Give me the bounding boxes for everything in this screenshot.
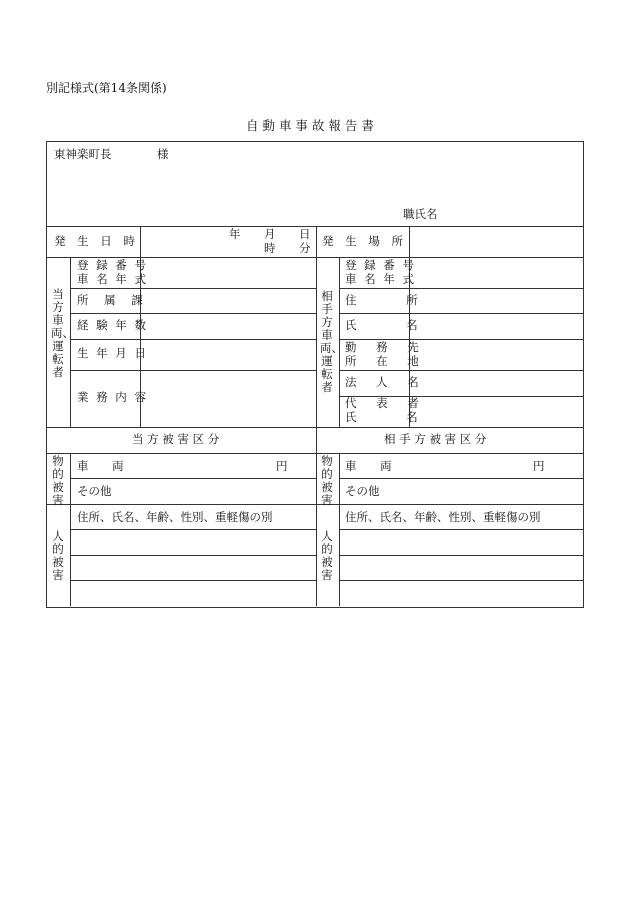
other-personal-row-2[interactable] xyxy=(341,557,581,579)
own-other-damage-label: その他 xyxy=(77,484,112,498)
other-damage-header: 相 手 方 被 害 区 分 xyxy=(384,432,487,446)
occurrence-date-label: 発 生 日 時 xyxy=(54,234,139,248)
other-property-damage-label: 物的被害 xyxy=(321,454,333,507)
own-damage-header: 当 方 被 害 区 分 xyxy=(132,432,220,446)
signature-field[interactable] xyxy=(445,200,575,222)
other-corporation-field[interactable] xyxy=(411,372,581,394)
other-model-year-label: 車 名 年 式 xyxy=(345,272,416,286)
other-reg-no-label: 登 録 番 号 xyxy=(345,258,416,272)
other-corporation-label: 法 人 名 xyxy=(345,375,427,389)
own-vehicle-damage-field[interactable] xyxy=(140,455,270,477)
own-birthdate-field[interactable] xyxy=(142,341,314,368)
signature-label: 職氏名 xyxy=(403,207,438,221)
own-personal-damage-label: 人的被害 xyxy=(52,529,64,582)
other-other-damage-label: その他 xyxy=(345,484,380,498)
own-department-label: 所 属 課 xyxy=(77,293,149,307)
own-personal-columns: 住所、氏名、年齢、性別、重軽傷の別 xyxy=(77,510,273,524)
other-representative-field[interactable] xyxy=(411,398,581,425)
occurrence-place-field[interactable] xyxy=(411,228,581,255)
addressee: 東神楽町長 xyxy=(54,147,112,161)
other-personal-damage-label: 人的被害 xyxy=(321,529,333,582)
other-personal-columns: 住所、氏名、年齢、性別、重軽傷の別 xyxy=(345,510,541,524)
other-vehicle-damage-label: 車 両 xyxy=(345,459,402,473)
other-vehicle-damage-field[interactable] xyxy=(408,455,528,477)
own-reg-no-field[interactable] xyxy=(142,259,314,287)
own-model-year-label: 車 名 年 式 xyxy=(77,272,148,286)
honorific: 様 xyxy=(157,147,169,161)
other-workplace-label: 勤 務 先 xyxy=(345,340,427,354)
occurrence-place-label: 発 生 場 所 xyxy=(322,234,407,248)
other-vehicle-driver-label: 相手方車両、運転者 xyxy=(320,289,343,394)
other-representative-label: 代 表 者 xyxy=(345,396,427,410)
other-name-field[interactable] xyxy=(411,315,581,337)
own-experience-field[interactable] xyxy=(142,315,314,337)
minute-unit: 分 xyxy=(299,241,311,255)
month-unit: 月 xyxy=(264,227,276,241)
form-title: 自 動 車 事 故 報 告 書 xyxy=(246,118,374,133)
other-workplace-field[interactable] xyxy=(411,341,581,368)
other-personal-row-3[interactable] xyxy=(341,582,581,604)
own-duties-field[interactable] xyxy=(142,372,314,425)
hour-unit: 時 xyxy=(264,241,276,255)
own-experience-label: 経 験 年 数 xyxy=(77,318,148,332)
own-reg-no-label: 登 録 番 号 xyxy=(77,258,148,272)
own-personal-row-2[interactable] xyxy=(72,557,314,579)
year-unit: 年 xyxy=(229,227,241,241)
own-personal-row-1[interactable] xyxy=(72,531,314,553)
day-unit: 日 xyxy=(299,227,311,241)
form-header-note: 別記様式(第14条関係) xyxy=(46,81,167,95)
own-birthdate-label: 生 年 月 日 xyxy=(77,346,148,360)
own-vehicle-yen-unit: 円 xyxy=(276,459,288,473)
other-vehicle-yen-unit: 円 xyxy=(533,459,545,473)
own-vehicle-damage-label: 車 両 xyxy=(77,459,134,473)
own-vehicle-driver-label: 当方車両、運転者 xyxy=(51,287,74,379)
other-workplace-location-label: 所 在 地 xyxy=(345,354,427,368)
own-department-field[interactable] xyxy=(142,290,314,312)
own-other-damage-field[interactable] xyxy=(130,480,314,502)
other-address-label: 住 所 xyxy=(345,293,441,307)
own-duties-label: 業 務 内 容 xyxy=(77,390,148,404)
other-other-damage-field[interactable] xyxy=(398,480,581,502)
own-property-damage-label: 物的被害 xyxy=(52,454,64,507)
other-personal-row-1[interactable] xyxy=(341,531,581,553)
other-reg-no-field[interactable] xyxy=(411,259,581,287)
own-personal-row-3[interactable] xyxy=(72,582,314,604)
occurrence-date-field[interactable] xyxy=(142,228,222,255)
other-representative-name-label: 氏 名 xyxy=(345,410,441,424)
other-name-label: 氏 名 xyxy=(345,318,441,332)
other-address-field[interactable] xyxy=(411,290,581,312)
